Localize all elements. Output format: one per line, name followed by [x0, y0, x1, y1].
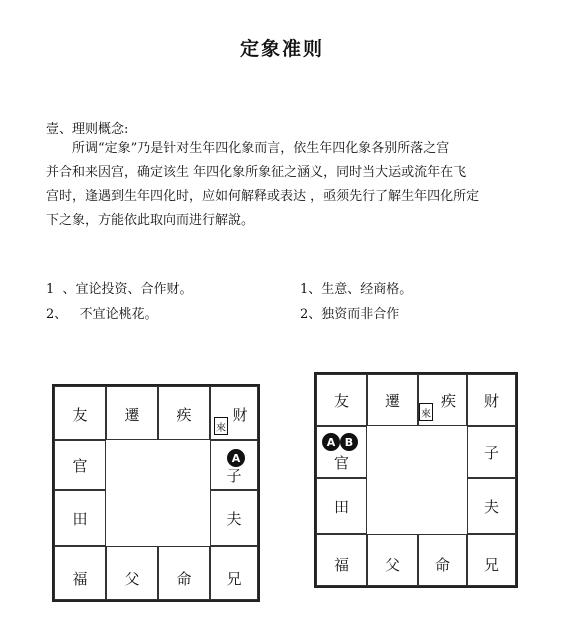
sihua-a-icon: A [227, 449, 245, 467]
palace-zi: 子 [467, 426, 516, 478]
palace-ming: 命 [158, 546, 210, 600]
palace-qian: 遷 [106, 386, 158, 440]
paragraph-line: 下之象，方能依此取向而进行解說。 [46, 213, 255, 228]
list-left-item-2: 2、 不宜论桃花。 [46, 307, 158, 322]
palace-zi: A 子 [210, 440, 258, 490]
palace-fu-blessing: 福 [54, 546, 106, 600]
list-right-item-1: 1、生意、经商格。 [300, 282, 413, 297]
paragraph-line: 所调“定象”乃是针对生年四化象而言，依生年四化象各别所落之宫 [72, 141, 450, 156]
palace-ji: 來 疾 [418, 374, 467, 426]
palace-fu: 夫 [467, 478, 516, 534]
palace-fu-parent: 父 [106, 546, 158, 600]
palace-guan: A B 官 [316, 426, 367, 478]
palace-ji: 疾 [158, 386, 210, 440]
paragraph-line: 并合和来因宫，确定该生 年四化象所象征之涵义，同时当大运或流年在飞 [46, 165, 467, 180]
palace-qian: 遷 [367, 374, 418, 426]
palace-xiong: 兄 [467, 534, 516, 586]
palace-tian: 田 [316, 478, 367, 534]
palace-ming: 命 [418, 534, 467, 586]
paragraph-line: 宫时，逢遇到生年四化时，应如何解释或表达 ，亟须先行了解生年四化所定 [46, 189, 480, 204]
list-left-item-1: 1 、宜论投资、合作财。 [46, 282, 193, 297]
sihua-a-icon: A [322, 433, 340, 451]
palace-fu-parent: 父 [367, 534, 418, 586]
lai-marker: 來 [419, 403, 433, 421]
palace-you: 友 [316, 374, 367, 426]
lai-marker: 來 [214, 417, 228, 435]
concept-paragraph [46, 137, 554, 233]
section-heading: 壹、理则概念: [46, 122, 129, 137]
palace-cai: 來 财 [210, 386, 258, 440]
sihua-b-icon: B [340, 433, 358, 451]
palace-guan: 官 [54, 440, 106, 490]
palace-fu-blessing: 福 [316, 534, 367, 586]
palace-tian: 田 [54, 490, 106, 546]
palace-xiong: 兄 [210, 546, 258, 600]
palace-fu: 夫 [210, 490, 258, 546]
page-title: 定象准则 [239, 38, 324, 60]
chart-left [52, 384, 260, 602]
chart-right [314, 372, 518, 588]
palace-you: 友 [54, 386, 106, 440]
list-right-item-2: 2、独资而非合作 [300, 307, 400, 322]
palace-cai: 财 [467, 374, 516, 426]
